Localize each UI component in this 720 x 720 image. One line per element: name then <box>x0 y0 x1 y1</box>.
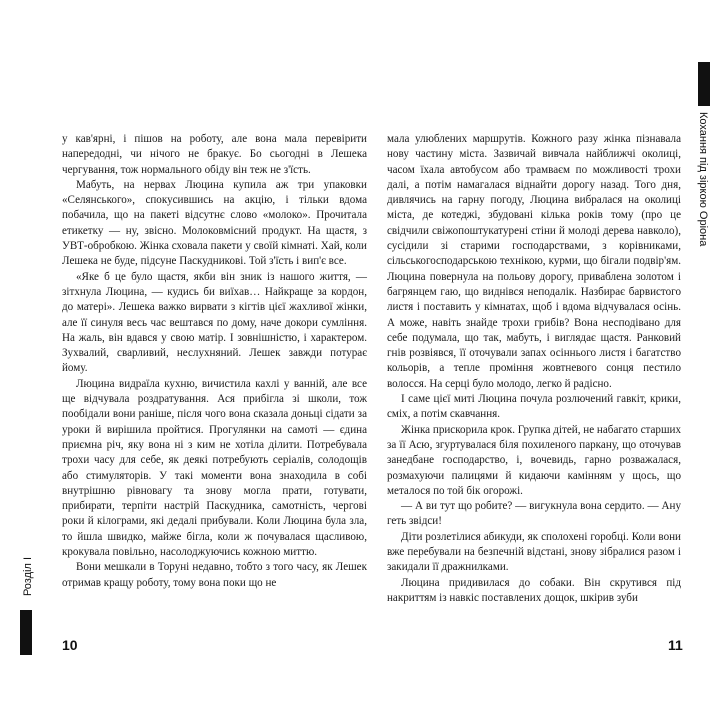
left-running-head: Розділ I <box>22 557 34 597</box>
paragraph: «Яке б це було щастя, якби він зник із нашого життя, — зітхнула Люцина, — кудись би виїхав… Найкраще за кордон, до матері». Лешека важко вирвати з кігтів цієї жахливої жінки, але її синуля весь час вештався по дому, наче докори сумління. На жаль, він вдався у свою матір. І зовнішністю, і характером. Зухвалий, сварливий, неслухняний. Лешек завжди потурає йому. <box>62 270 367 375</box>
paragraph: Мабуть, на нервах Люцина купила аж три упаковки «Селянського», спокусившись на акцію, і тільки вдома побачила, що на пакеті відсутнє слово «молоко». Прочитала етикетку — ну, звісно. Молоковмісний продукт. На щастя, з УВТ-обробкою. Жінка сховала пакети у своїй кімнаті. Хай, коли Лешека не буде, підсуне Паскудникові. Той з'їсть і вип'є все. <box>62 178 367 268</box>
paragraph: — А ви тут що робите? — вигукнула вона сердито. — Ану геть звідси! <box>387 500 681 528</box>
paragraph: Вони мешкали в Toруні недавно, тобто з того часу, як Лешек отримав кращу роботу, тому вона поки що не <box>62 561 367 589</box>
paragraph: Діти розлетілися абикуди, як сполохені горобці. Коли вони вже перебували на безпечній відстані, знову зібралися разом і закидали її дражнилками. <box>387 530 681 574</box>
paragraph: І саме цієї миті Люцина почула розлючений гавкіт, крики, сміх, а потім скавчання. <box>387 393 681 421</box>
paragraph: Люцина придивилася до собаки. Він скрутився під накриттям із навкіс поставлених дощок, шкірив зуби <box>387 576 681 604</box>
right-running-head: Кохання під зіркою Оріона <box>697 112 709 247</box>
right-page-number: 11 <box>668 637 683 653</box>
left-edge-ink-mark <box>20 610 32 655</box>
paragraph: мала улюблених маршрутів. Кожного разу жінка пізнавала нову частину міста. Зазвичай вивчала найближчі околиці, часом їхала автобусом або трамваєм по можливості трохи далі, а потім намагалася віднайти дорогу назад. Того дня, дивлячись на гарну погоду, Люцина вибралася на околиці міста, де котеджі, збудовані кілька років тому (про це свідчили свіжопоштукатурені стіни й молоді дерева навколо), сусідили зі старими господарствами, з корівниками, сільськогосподарською технікою, курми, що бігали подвір'ям. Люцина повернула на польову дорогу, приваблена золотом і багрянцем гаю, що виднівся неподалік. Назбирає барвистого листя і поставить у кімнатах, щоб і вдома відчувалася осінь. А може, навіть знайде трохи грибів? Вона несподівано для себе подумала, що так, мабуть, і виглядає щастя. Ранковий гнів розвіявся, її оточували запах осіннього листя і багатство кольорів, а тепле проміння жовтневого сонця пестило волосся. На серці було молодо, легко й радісно. <box>387 133 681 390</box>
left-page-number: 10 <box>62 637 78 653</box>
paragraph: у кав'ярні, і пішов на роботу, але вона мала перевірити напередодні, чи нічого не бракує. Бо сьогодні в Лешека чергування, тож нормального обіду він теж не з'їсть. <box>62 133 367 176</box>
paragraph: Люцина видраїла кухню, вичистила кахлі у ванній, але все ще відчувала роздратування. Ася прибігла зі школи, тож пообідали вони раніше, після чого вона сказала доньці сідати за уроки й вирішила пройтися. Прогулянки на самоті — єдина приємна річ, яку вона ні з ким не хотіла ділити. Потребувала трохи часу для себе, як деякі потребують серіалів, солодощів або стимуляторів. У такі моменти вона знаходила в собі внутрішню рівновагу та знову могла прати, готувати, прибирати, терпіти настрій Паскудника, самотність, чергові роки й кілограми, які дедалі прибували. Коли Люцина була зла, то йшла швидко, майже бігла, коли ж почувалася щасливою, крокувала повільно, насолоджуючись кожною миттю. <box>62 377 367 559</box>
paragraph: Жінка прискорила крок. Групка дітей, не набагато старших за її Асю, згуртувалася біля похиленого паркану, що оточував занедбане господарство, і, вочевидь, гарно розважалася, розмахуючи палицями й кидаючи камінням у щось, що металося по той бік огорожі. <box>387 423 681 497</box>
right-edge-ink-mark <box>698 62 710 106</box>
right-page-text <box>387 132 681 606</box>
left-page-text <box>62 132 367 591</box>
